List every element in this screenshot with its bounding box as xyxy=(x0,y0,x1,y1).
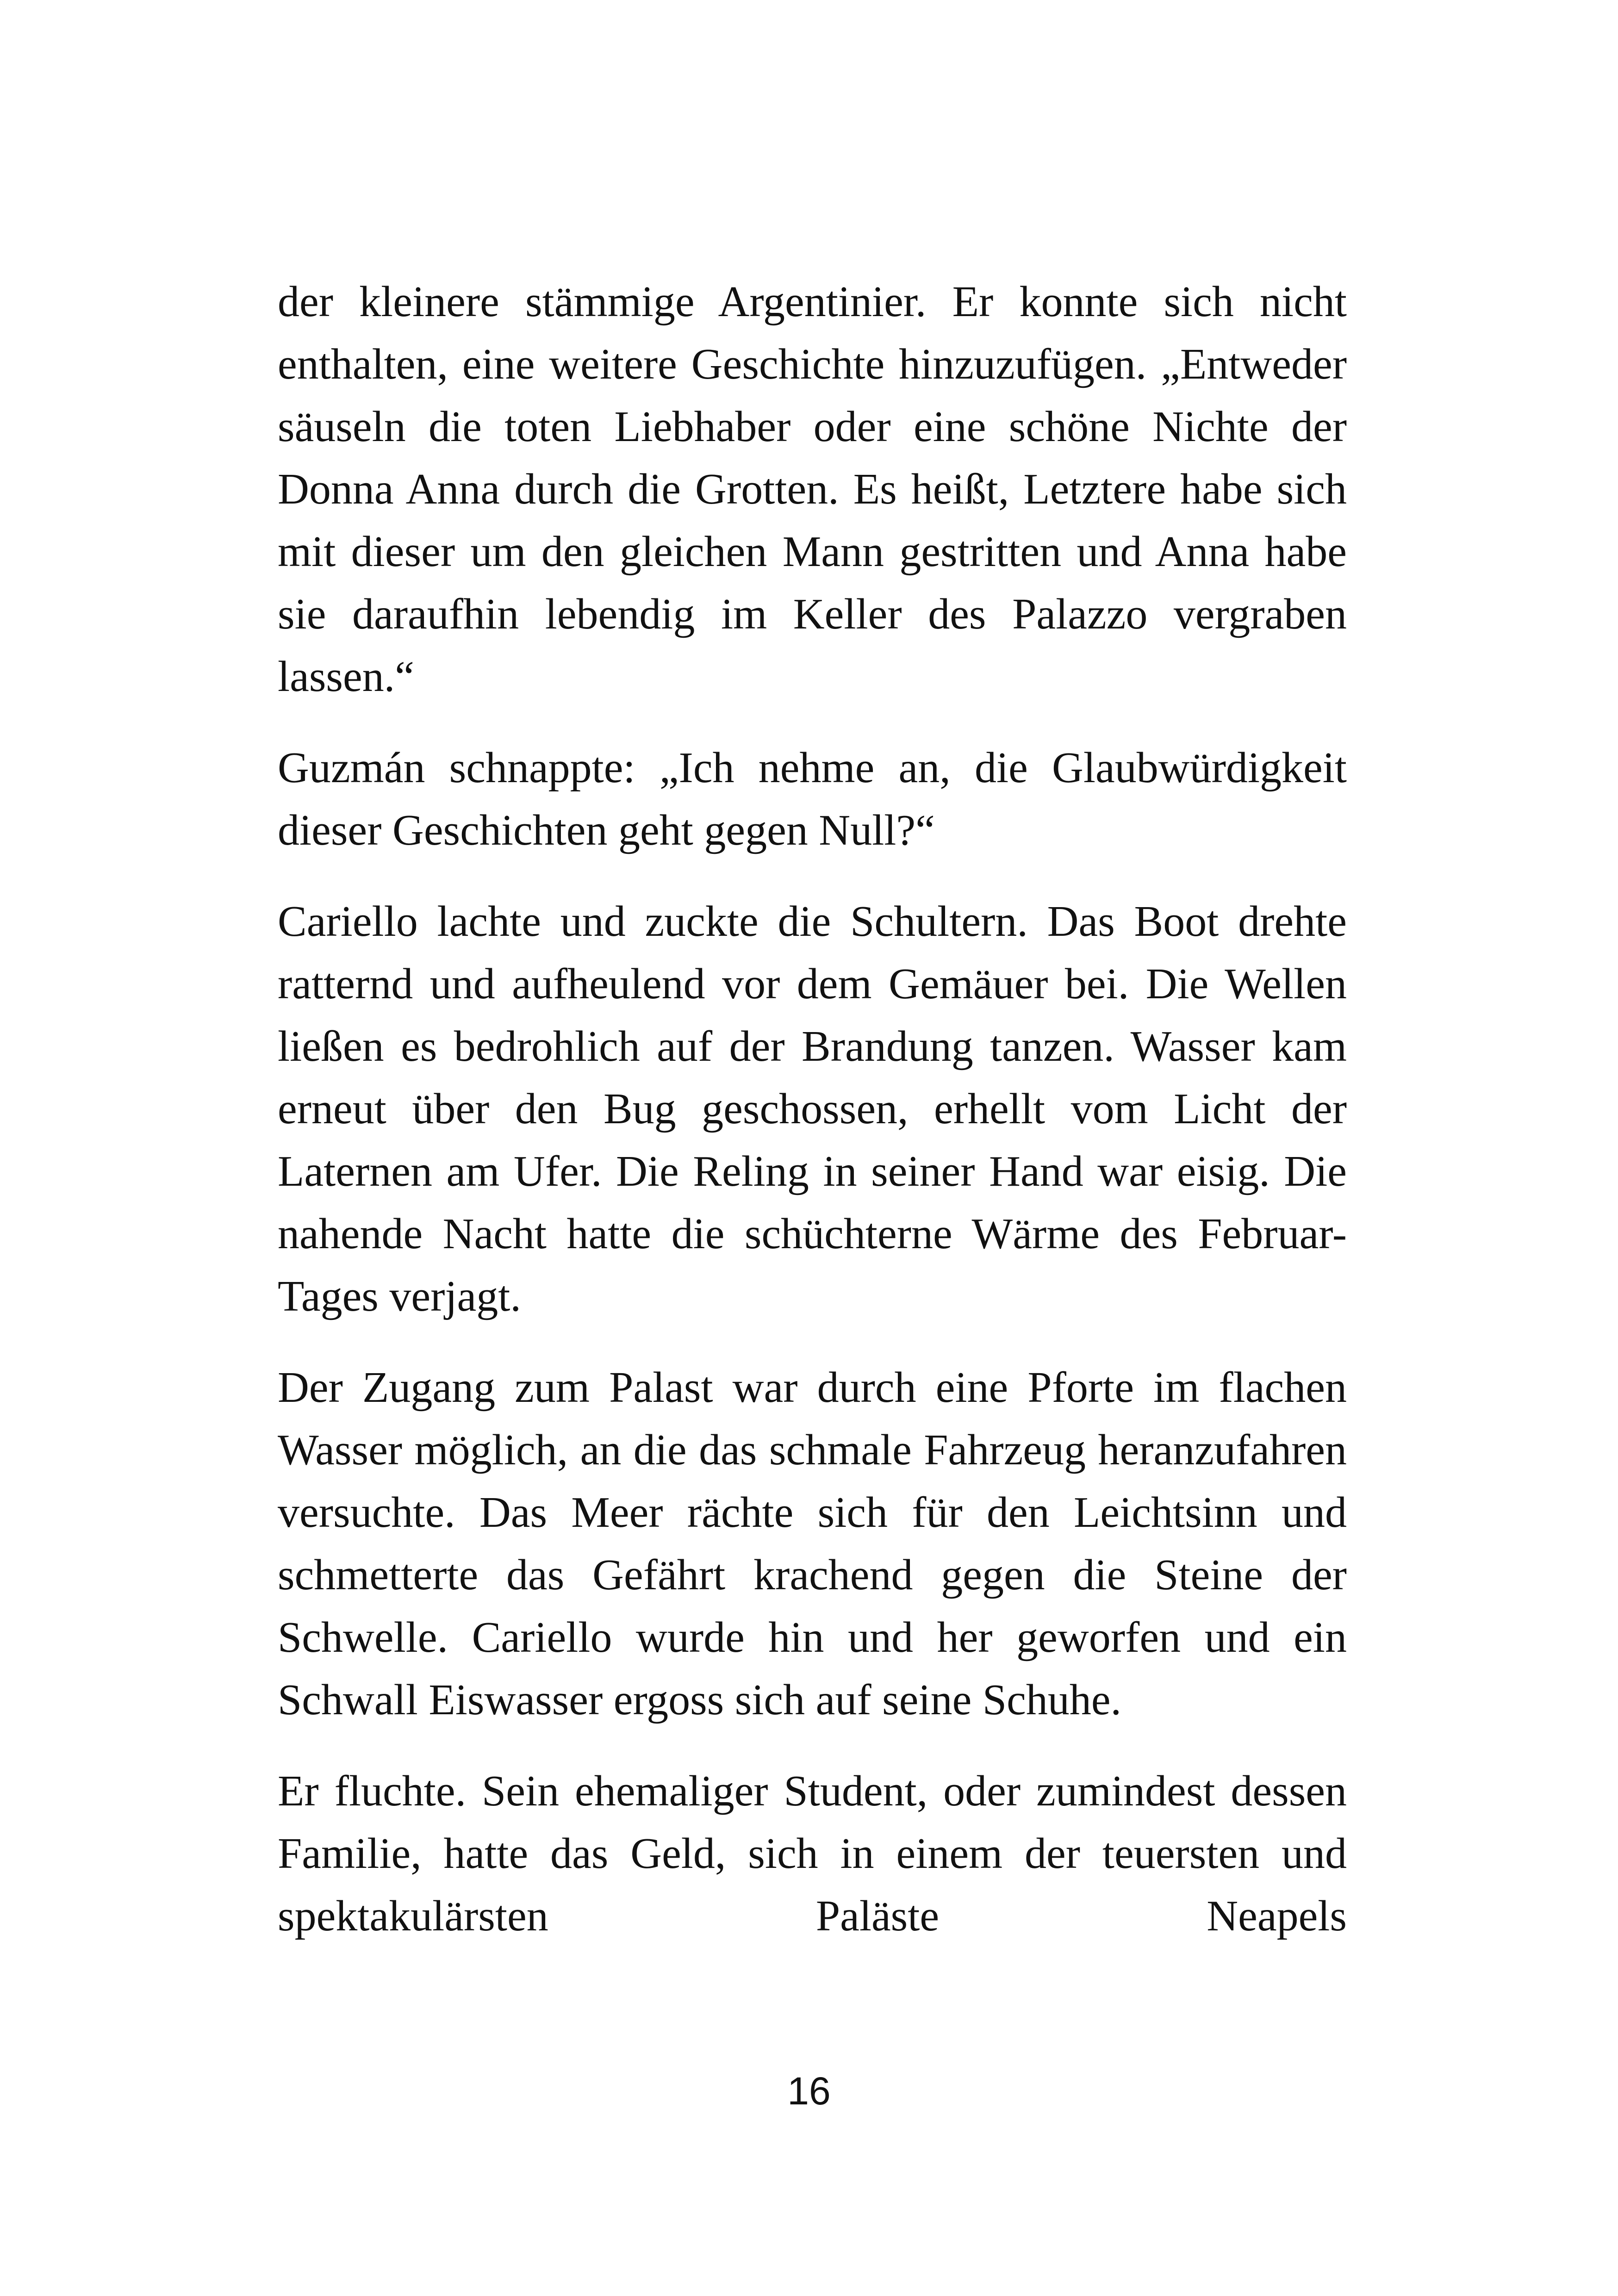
paragraph-1: der kleinere stämmige Argentinier. Er konnte sich nicht enthalten, eine weitere Geschichte hinzuzufügen. „Entweder säuseln die toten Liebhaber oder eine schöne Nichte der Donna Anna durch die Grotten. Es heißt, Letztere habe sich mit dieser um den gleichen Mann gestritten und Anna habe sie daraufhin lebendig im Keller des Palazzo vergraben lassen.“ xyxy=(278,278,1347,701)
paragraph-4: Der Zugang zum Palast war durch eine Pforte im flachen Wasser möglich, an die das schmale Fahrzeug heranzufahren versuchte. Das Meer rächte sich für den Leichtsinn und schmetterte das Gefährt krachend gegen die Steine der Schwelle. Cariello wurde hin und her geworfen und ein Schwall Eiswasser ergoss sich auf seine Schuhe. xyxy=(278,1363,1347,1724)
paragraph-5: Er fluchte. Sein ehemaliger Student, oder zumindest dessen Familie, hatte das Geld, sich in einem der teuersten und spektakulärsten Paläste Neapels xyxy=(278,1767,1347,1940)
page-number: 16 xyxy=(787,2069,831,2113)
body-text xyxy=(278,271,1347,1948)
paragraph-2: Guzmán schnappte: „Ich nehme an, die Glaubwürdigkeit dieser Geschichten geht gegen Null?“ xyxy=(278,744,1347,854)
paragraph-3: Cariello lachte und zuckte die Schultern. Das Boot drehte ratternd und aufheulend vor dem Gemäuer bei. Die Wellen ließen es bedrohlich auf der Brandung tanzen. Wasser kam erneut über den Bug geschossen, erhellt vom Licht der Laternen am Ufer. Die Reling in seiner Hand war eisig. Die nahende Nacht hatte die schüchterne Wärme des Februar-Tages verjagt. xyxy=(278,897,1347,1320)
